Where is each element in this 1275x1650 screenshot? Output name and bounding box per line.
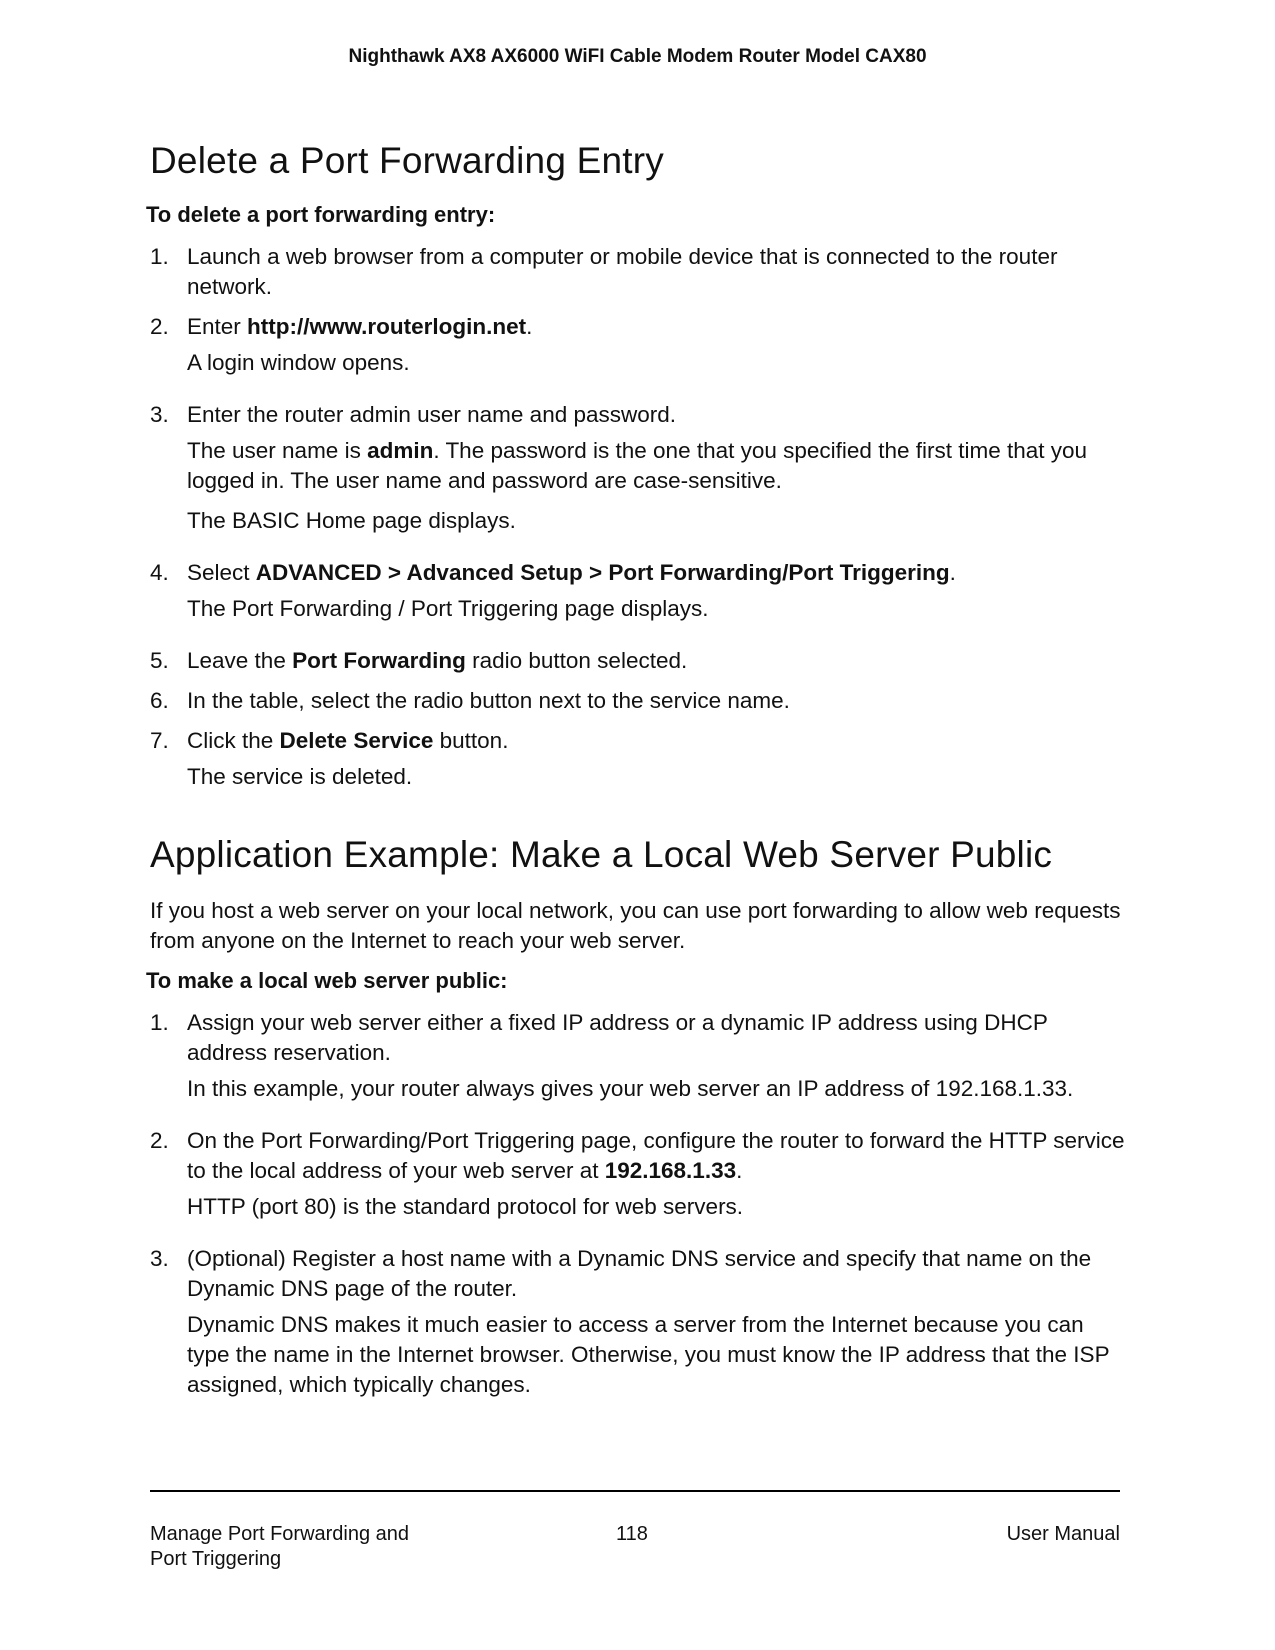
step-item: 6. In the table, select the radio button next to the service name. [150, 688, 790, 713]
footer-divider [150, 1490, 1120, 1492]
steps-delete [150, 242, 1130, 792]
step-item: 4. Select ADVANCED > Advanced Setup > Port Forwarding/Port Triggering. The Port Forwarding / Port Triggering page displays. [150, 560, 956, 621]
step-item: 1. Launch a web browser from a computer or mobile device that is connected to the router network. [150, 244, 1058, 299]
intro-paragraph: If you host a web server on your local network, you can use port forwarding to allow web requests from anyone on the Internet to reach your web server. [150, 898, 1121, 953]
step-item: 7. Click the Delete Service button. The service is deleted. [150, 728, 509, 789]
url-text: http://www.routerlogin.net [247, 314, 527, 339]
page-number: 118 [616, 1523, 648, 1545]
step-item: 3. (Optional) Register a host name with a Dynamic DNS service and specify that name on the Dynamic DNS page of the router. Dynamic DNS makes it much easier to access a server from the Internet because you can type the name in the Internet browser. Otherwise, you must know the IP address that the ISP assigned, which typically changes. [150, 1246, 1110, 1397]
procedure-title-delete: To delete a port forwarding entry: [146, 202, 496, 227]
footer-doc-type: User Manual [1006, 1523, 1120, 1545]
footer-chapter: Manage Port Forwarding and Port Triggering [150, 1523, 410, 1570]
section-heading-delete-entry: Delete a Port Forwarding Entry [150, 140, 664, 181]
step-item: 2. Enter http://www.routerlogin.net. A login window opens. [150, 314, 533, 375]
running-header: Nighthawk AX8 AX6000 WiFI Cable Modem Router Model CAX80 [348, 46, 927, 67]
procedure-title-web-server: To make a local web server public: [146, 968, 508, 993]
step-item: 2. On the Port Forwarding/Port Triggering page, configure the router to forward the HTTP service to the local address of your web server at 192.168.1.33. HTTP (port 80) is the standard protocol for web servers. [150, 1128, 1125, 1219]
page-content [146, 140, 1130, 1410]
section-heading-web-server: Application Example: Make a Local Web Server Public [150, 834, 1053, 875]
steps-web-server [150, 1008, 1130, 1400]
step-item: 5. Leave the Port Forwarding radio button selected. [150, 648, 688, 673]
step-item: 1. Assign your web server either a fixed IP address or a dynamic IP address using DHCP address reservation. In this example, your router always gives your web server an IP address of 192.168.1.33. [150, 1010, 1074, 1101]
section-web-server [146, 834, 1130, 1400]
step-item: 3. Enter the router admin user name and password. The user name is admin. The password is the one that you specified the first time that you logged in. The user name and password are case-sensitive. The BASIC Home page displays. [150, 402, 1088, 533]
